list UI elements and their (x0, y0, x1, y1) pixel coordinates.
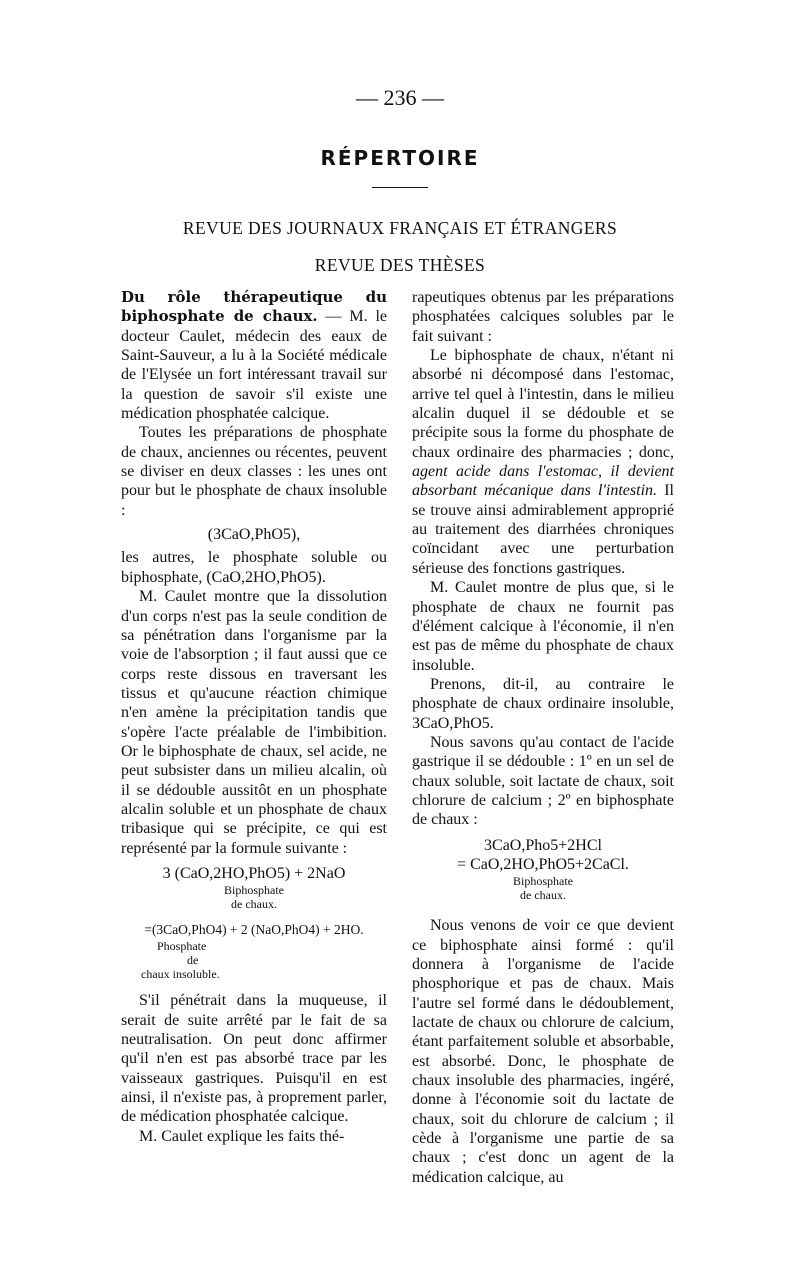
paragraph-estomac (412, 346, 674, 578)
page-number: — 236 — (356, 85, 444, 110)
right-column (412, 288, 674, 1187)
estomac-text-italic: agent acide dans l'estomac, il devient absorbant mécanique dans l'intestin. (412, 463, 674, 500)
paragraph-continuation: rapeutiques obtenus par les préparations phosphatées calciques solubles par le fait suivant : (412, 289, 674, 345)
formula-label-de: de (187, 953, 199, 968)
formula-reaction-line-1: 3 (CaO,2HO,PhO5) + 2NaO (162, 864, 346, 882)
estomac-text-end: Il se trouve ainsi admirablement approprié au traitement des diarrhées chroniques coïncidant avec une perturbation sérieuse des fonctions gastriques. (412, 482, 674, 577)
article-intro-paragraph (121, 288, 387, 423)
section-subtitle-theses: REVUE DES THÈSES (314, 255, 486, 275)
formula-label-de-chaux-right: de chaux. (520, 888, 566, 903)
formula-label-phosphate: Phosphate (157, 939, 207, 954)
paragraph-dissolution: M. Caulet montre que la dissolution d'un corps n'est pas la seule condition de sa pénétration dans l'organisme par la voie de l'absorption ; il faut aussi que ce corps reste dissous en traversant les tissus et qu'aucune réaction chimique n'en amène la précipitation tandis que s'opère l'acte préalable de l'imbibition. Or le biphosphate de chaux, sel acide, ne peut subsister dans un milieu alcalin, où il se dédouble aussitôt en un phosphate alcalin soluble et un phosphate de chaux tribasique qui se précipite, ce qui est représenté par la formule suivante : (121, 588, 387, 857)
left-column (121, 288, 387, 1146)
section-subtitle-journaux: REVUE DES JOURNAUX FRANÇAIS ET ÉTRANGERS (182, 218, 618, 238)
formula-reaction-line-2: =(3CaO,PhO4) + 2 (NaO,PhO4) + 2HO. (144, 922, 364, 938)
paragraph-muqueuse: S'il pénétrait dans la muqueuse, il serait de suite arrêté par le fait de sa neutralisation. On peut donc affirmer qu'il n'en est pas absorbé trace par les vaisseaux gastriques. Puisqu'il en est ainsi, il n'existe pas, à proprement parler, de médication phosphatée calcique. (121, 992, 387, 1126)
paragraph-preparations: Toutes les préparations de phosphate de chaux, anciennes ou récentes, peuvent se diviser en deux classes : les unes ont pour but le phosphate de chaux insoluble : (121, 424, 387, 519)
formula-gastric-line-1: 3CaO,Pho5+2HCl (484, 836, 602, 854)
paragraph-biphosphate: les autres, le phosphate soluble ou biphosphate, (CaO,2HO,PhO5). (121, 549, 387, 586)
paragraph-element-calcique: M. Caulet montre de plus que, si le phosphate de chaux ne fournit pas d'élément calcique à l'économie, il n'en est pas de même du phosphate de chaux insoluble. (412, 579, 674, 674)
formula-label-biphosphate-right: Biphosphate (513, 874, 573, 889)
title-rule (372, 187, 428, 188)
article-lead-title: Du rôle thérapeutique du biphosphate de chaux. (121, 288, 387, 326)
article-intro-text: — M. le docteur Caulet, médecin des eaux de Saint-Sauveur, a lu à la Société médicale de l'Elysée un fort intéressant travail sur la question de savoir s'il existe une médication phosphatée calcique. (121, 308, 387, 423)
paragraph-caulet-explique: M. Caulet explique les faits thé- (139, 1127, 345, 1145)
formula-label-chaux-insoluble: chaux insoluble. (141, 967, 220, 982)
paragraph-acide-gastrique: Nous savons qu'au contact de l'acide gastrique il se dédouble : 1º en un sel de chaux soluble, soit lactate de chaux, soit chlorure de calcium ; 2º en biphosphate de chaux : (412, 733, 674, 829)
formula-label-de-chaux: de chaux. (231, 897, 277, 912)
estomac-text-start: Le biphosphate de chaux, n'étant ni absorbé ni décomposé dans l'estomac, arrive tel quel à l'intestin, dans le milieu alcalin duquel il se dédouble et se précipite sous la forme du phosphate de chaux ordinaire des pharmacies ; donc, (412, 347, 674, 461)
page-title: RÉPERTOIRE (320, 146, 480, 170)
paragraph-nous-venons: Nous venons de voir ce que devient ce biphosphate ainsi formé : qu'il donnera à l'organisme de l'acide phosphorique et pas de chaux. Mais l'autre sel formé dans le dédoublement, lactate de chaux ou chlorure de calcium, étant parfaitement soluble et absorbable, est absorbé. Donc, le phosphate de chaux insoluble des pharmacies, ingéré, donne à l'économie soit du lactate de chaux, soit du chlorure de calcium ; il cède à l'organisme une partie de sa chaux ; c'est donc un agent de la médication calcique, au (412, 917, 674, 1186)
paragraph-prenons: Prenons, dit-il, au contraire le phosphate de chaux ordinaire insoluble, 3CaO,PhO5. (412, 675, 674, 732)
formula-gastric-line-2: = CaO,2HO,PhO5+2CaCl. (457, 855, 629, 873)
formula-label-biphosphate: Biphosphate (224, 883, 284, 898)
formula-insoluble: (3CaO,PhO5), (207, 526, 301, 544)
